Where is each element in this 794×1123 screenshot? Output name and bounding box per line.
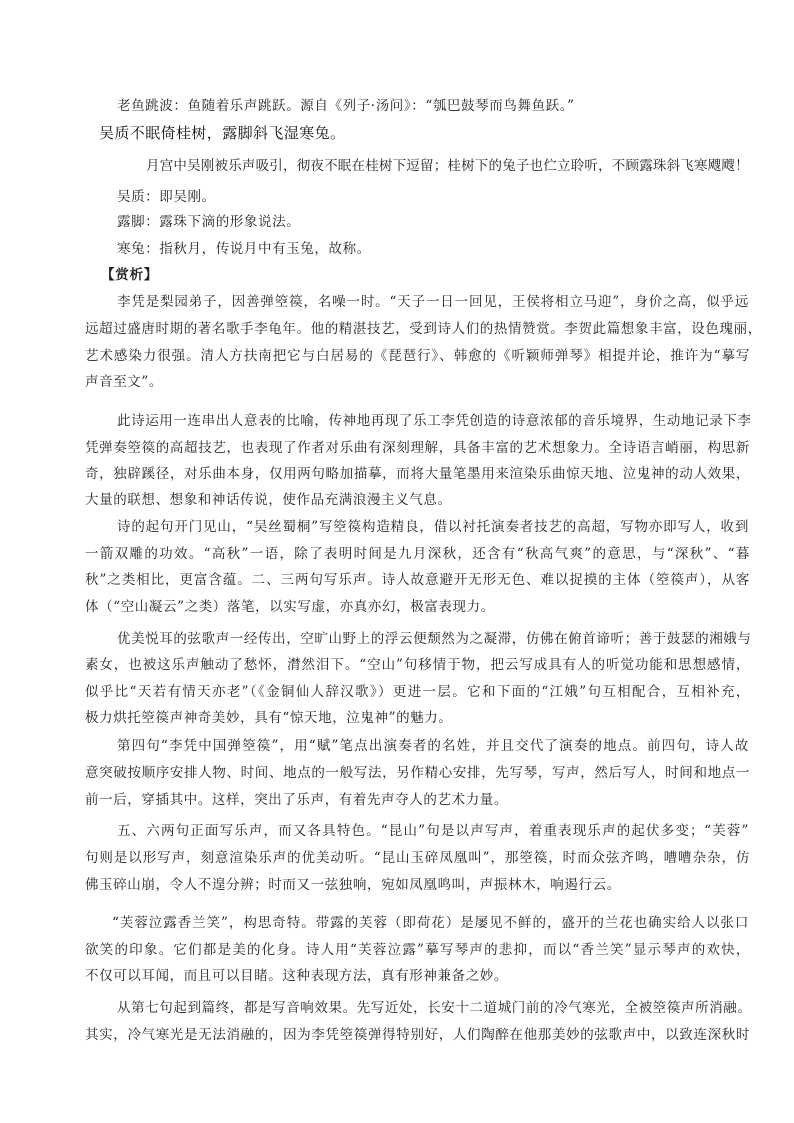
body-line: 李凭是梨园弟子，因善弹箜篌，名噪一时。“天子一日一回见，王侯将相立马迎”，身价之高，似乎远 <box>117 294 749 310</box>
note-lujiao: 露脚：露珠下滴的形象说法。 <box>117 214 301 230</box>
body-line: 体（“空山凝云”之类）落笔，以实写虚，亦真亦幻，极富表现力。 <box>85 599 495 615</box>
body-line: 艺术感染力很强。清人方扶南把它与白居易的《琵琶行》、韩愈的《听颖师弹琴》相提并论，推许为“摹写 <box>85 348 750 364</box>
note-wuzhi: 吴质：即吴刚。 <box>117 189 216 205</box>
body-line: “芙蓉泣露香兰笑”，构思奇特。带露的芙蓉（即荷花）是屡见不鲜的，盛开的兰花也确实给人以张口 <box>112 915 749 931</box>
verse-line: 吴质不眠倚桂树，露脚斜飞湿寒兔。 <box>99 124 346 142</box>
note-hantu: 寒兔：指秋月，传说月中有玉兔，故称。 <box>117 241 371 257</box>
body-line: 奇，独辟蹊径，对乐曲本身，仅用两句略加描摹，而将大量笔墨用来渲染乐曲惊天地、泣鬼神的动人效果， <box>85 466 750 482</box>
body-line: 第四句“李凭中国弹箜篌”，用“赋”笔点出演奏者的名姓，并且交代了演奏的地点。前四句，诗人故 <box>117 738 749 754</box>
body-line: 一箭双雕的功效。“高秋”一语，除了表明时间是九月深秋，还含有“秋高气爽”的意思，与“深秋”、“暮 <box>85 546 750 562</box>
section-heading: 【赏析】 <box>101 267 159 283</box>
body-line: 句则是以形写声，刻意渲染乐声的优美动听。“昆山玉碎凤凰叫”，那箜篌，时而众弦齐鸣，嘈嘈杂杂，仿 <box>85 850 750 866</box>
body-line: 五、六两句正面写乐声，而又各具特色。“昆山”句是以声写声，着重表现乐声的起伏多变；“芙蓉” <box>117 823 749 839</box>
body-line: 佛玉碎山崩，令人不遑分辨；时而又一弦独响，宛如凤凰鸣叫，声振林木，响遏行云。 <box>85 877 621 893</box>
translation-line: 月宫中吴刚被乐声吸引，彻夜不眠在桂树下逗留；桂树下的兔子也伫立聆听，不顾露珠斜飞寒飕飕！ <box>146 158 749 174</box>
body-line: 意突破按顺序安排人物、时间、地点的一般写法，另作精心安排，先写琴，写声，然后写人，时间和地点一 <box>85 765 750 781</box>
body-line: 大量的联想、想象和神话传说，使作品充满浪漫主义气息。 <box>85 492 452 508</box>
body-line: 优美悦耳的弦歌声一经传出，空旷山野上的浮云便颓然为之凝滞，仿佛在俯首谛听；善于鼓瑟的湘娥与 <box>117 631 752 647</box>
body-line: 不仅可以耳闻，而且可以目睹。这种表现方法，真有形神兼备之妙。 <box>85 968 508 984</box>
body-line: 从第七句起到篇终，都是写音响效果。先写近处，长安十二道城门前的冷气寒光，全被箜篌声所消融。 <box>117 1000 752 1016</box>
body-line: 极力烘托箜篌声神奇美妙，具有“惊天地，泣鬼神”的魅力。 <box>85 710 453 726</box>
body-line: 秋”之类相比，更富含蕴。二、三两句写乐声。诗人故意避开无形无色、难以捉摸的主体（箜篌声），从客 <box>85 572 750 588</box>
body-line: 远超过盛唐时期的著名歌手李龟年。他的精湛技艺，受到诗人们的热情赞赏。李贺此篇想象丰富，设色瑰丽， <box>85 321 762 337</box>
body-line: 前一后，穿插其中。这样，突出了乐声，有着先声夺人的艺术力量。 <box>85 792 508 808</box>
body-line: 素女，也被这乐声触动了愁怀，潸然泪下。“空山”句移情于物，把云写成具有人的听觉功能和思想感情， <box>85 657 750 673</box>
note-laoyu: 老鱼跳波：鱼随着乐声跳跃。源自《列子·汤问》：“瓠巴鼓琴而鸟舞鱼跃。” <box>117 98 575 114</box>
body-line: 欲笑的印象。它们都是美的化身。诗人用“芙蓉泣露”摹写琴声的悲抑，而以“香兰笑”显示琴声的欢快， <box>85 942 750 958</box>
body-line: 其实，冷气寒光是无法消融的，因为李凭箜篌弹得特别好，人们陶醉在他那美妙的弦歌声中，以致连深秋时 <box>85 1027 750 1043</box>
body-line: 诗的起句开门见山，“吴丝蜀桐”写箜篌构造精良，借以衬托演奏者技艺的高超，写物亦即写人，收到 <box>117 519 749 535</box>
body-line: 凭弹奏箜篌的高超技艺，也表现了作者对乐曲有深刻理解，具备丰富的艺术想象力。全诗语言峭丽，构思新 <box>85 440 750 456</box>
body-line: 此诗运用一连串出人意表的比喻，传神地再现了乐工李凭创造的诗意浓郁的音乐境界，生动地记录下李 <box>117 413 752 429</box>
body-line: 声音至文”。 <box>85 374 164 390</box>
body-line: 似乎比“天若有情天亦老”（《金铜仙人辞汉歌》）更进一层。它和下面的“江娥”句互相配合，互相补充， <box>85 684 750 700</box>
